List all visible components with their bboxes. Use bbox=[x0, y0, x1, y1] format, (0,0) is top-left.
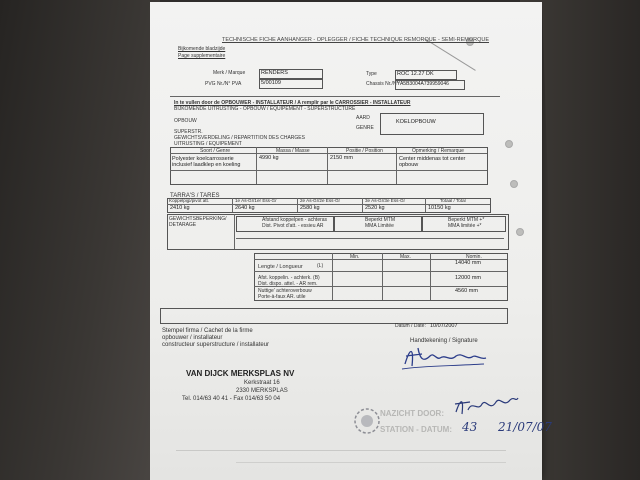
tarra-col bbox=[425, 198, 426, 212]
pvg-value: 5/00109 bbox=[261, 80, 281, 86]
opbouw-sub: BIJKOMENDE UITRUSTING - OPBOUW / EQUIPEMENT - SUPERSTRUCTURE bbox=[174, 106, 356, 112]
tarra-col-3: 3e As-Gr/3e Ess-Gr bbox=[365, 198, 406, 203]
table-col bbox=[396, 147, 397, 184]
dim-col bbox=[430, 253, 431, 300]
table-rule bbox=[170, 170, 487, 171]
koelopbouw-value: KOELOPBOUW bbox=[396, 119, 436, 125]
datum-label: Datum / Date: bbox=[395, 323, 426, 329]
tarra-col-4: Totaal / Total bbox=[440, 198, 466, 203]
dim-min: Min. bbox=[350, 254, 360, 260]
tarra-col bbox=[362, 198, 363, 212]
keur-label: NAZICHT DOOR: bbox=[380, 409, 444, 418]
afst-value: 12000 mm bbox=[455, 275, 481, 281]
dim-rule bbox=[254, 271, 507, 272]
company-name: VAN DIJCK MERKSPLAS NV bbox=[186, 369, 295, 378]
afstand-fr: Dist. Pivot d'att. - essieu AR bbox=[262, 223, 324, 229]
lengte-value: 14040 mm bbox=[455, 260, 481, 266]
opbouw-label: OPBOUW bbox=[174, 118, 197, 124]
afst-fr: Dist. dispo. attel. - AR rem. bbox=[258, 281, 318, 287]
faded-rule bbox=[176, 450, 506, 451]
station-label: STATION - DATUM: bbox=[380, 425, 452, 434]
row-soort: Polyester koelcarrosserie inclusief laadklep en koeling bbox=[172, 156, 241, 168]
tarra-col bbox=[232, 198, 233, 212]
beperking-rule bbox=[236, 238, 504, 239]
chassis-label: Chassis Nr./N° bbox=[366, 81, 399, 87]
nuttige-value: 4560 mm bbox=[455, 288, 478, 294]
aard-label: AARD bbox=[356, 115, 370, 121]
background-left bbox=[0, 0, 160, 480]
handtekening-label: Handtekening / Signature bbox=[410, 338, 478, 344]
punch-hole bbox=[516, 228, 524, 236]
beperkt-mtm: Beperkt MTM bbox=[365, 217, 396, 223]
station-date: 21/07/07 bbox=[498, 420, 552, 434]
nuttige-nl: Nuttige' achteroverbouw bbox=[258, 288, 312, 294]
opbouw-heading: In te vullen door de OPBOUWER - INSTALLATEUR / A remplir par le CARROSSIER - INSTALLATEUR bbox=[174, 100, 411, 106]
mark-value: RENDERS bbox=[261, 70, 288, 76]
date-box bbox=[160, 308, 508, 324]
beperkt-mtm2: Beperkt MTM +* bbox=[448, 217, 485, 223]
tarra-val-1: 2640 kg bbox=[235, 205, 255, 211]
station-nr: 43 bbox=[462, 420, 478, 434]
dim-max: Max. bbox=[400, 254, 411, 260]
col-opmerking: Opmerking / Remarque bbox=[412, 148, 464, 154]
beperking-fr: DETARAGE bbox=[169, 222, 197, 228]
company-city: 2330 MERKSPLAS bbox=[236, 388, 288, 394]
tarra-val-0: 2410 kg bbox=[170, 205, 190, 211]
afstand-nl: Afstand koppelpen - achteras bbox=[262, 217, 328, 223]
stempel-label: Stempel firma / Cachet de la firme bbox=[162, 328, 253, 334]
tarra-val-2: 2580 kg bbox=[300, 205, 320, 211]
mma-limitee: MMA Limitée bbox=[365, 223, 394, 229]
table-col bbox=[327, 147, 328, 184]
company-street: Kerkstraat 16 bbox=[244, 380, 280, 386]
faded-rule bbox=[236, 462, 506, 463]
col-positie: Positie / Position bbox=[346, 148, 383, 154]
lengte-label: Lengte / Longueur bbox=[258, 264, 303, 270]
tarra-col-1: 1e As-Gr/1er Ess-Gr bbox=[235, 198, 277, 203]
tarra-col-0: Koppelpijp/pivot att. bbox=[169, 198, 210, 203]
mma-limitee2: MMA limitée +* bbox=[448, 223, 482, 229]
type-value: ROC 12.27 DK bbox=[397, 71, 434, 77]
tarra-val-3: 2520 kg bbox=[365, 205, 385, 211]
pvg-label: PVG Nr./N° PVA bbox=[205, 81, 242, 87]
dim-nom: Nomin. bbox=[466, 254, 482, 260]
type-label: Type bbox=[366, 71, 377, 77]
col-massa: Massa / Masse bbox=[276, 148, 310, 154]
lengte-l: (L) bbox=[317, 263, 324, 269]
row-opmerking: Center middenas tot center opbouw bbox=[399, 156, 466, 168]
afst-nl: Afst. koppelin. - achterk. (B) bbox=[258, 275, 320, 281]
superstr-label: SUPERSTR. bbox=[174, 129, 203, 135]
gewicht-heading: GEWICHTSVERDELING / REPARTITION DES CHARGES bbox=[174, 135, 305, 141]
supplement-nl: Bijkomende bladzijde bbox=[178, 46, 226, 52]
row-positie: 2150 mm bbox=[330, 155, 353, 161]
beperking-nl: GEWICHTSBEPERKING/ bbox=[169, 216, 227, 222]
company-tel: Tel. 014/63 40 41 - Fax 014/63 50 04 bbox=[182, 396, 281, 402]
opbouwer-label: opbouwer / installateur bbox=[162, 335, 223, 341]
genre-label: GENRE bbox=[356, 125, 374, 131]
dim-col bbox=[332, 253, 333, 300]
table-col bbox=[256, 147, 257, 184]
uitrusting-label: UITRUSTING / EQUIPEMENT bbox=[174, 141, 242, 147]
separator bbox=[170, 96, 500, 97]
tarra-heading: TARRA'S / TARES bbox=[170, 193, 220, 199]
col-soort: Soort / Genre bbox=[200, 148, 231, 154]
nuttige-fr: Porte-à-faux AR. utile bbox=[258, 294, 306, 300]
tarra-col bbox=[297, 198, 298, 212]
punch-hole bbox=[505, 140, 513, 148]
beperking-col bbox=[234, 214, 235, 249]
supplement-fr: Page supplementaire bbox=[178, 53, 226, 59]
inspection-seal-icon bbox=[352, 406, 382, 436]
inspector-signature bbox=[452, 392, 522, 418]
dim-col bbox=[382, 253, 383, 300]
form-title: TECHNISCHE FICHE AANHANGER - OPLEGGER / FICHE TECHNIQUE REMORQUE - SEMI-REMORQUE bbox=[222, 37, 489, 43]
tarra-col-2: 2e As-Gr/2e Ess-Gr bbox=[300, 198, 341, 203]
datum-value: 10/07/2007 bbox=[430, 323, 458, 329]
chassis-value: YA5B3004A739959046 bbox=[397, 81, 449, 87]
mark-label: Merk / Marque bbox=[213, 70, 246, 76]
constructeur-label: constructeur superstructure / installateur bbox=[162, 342, 270, 348]
punch-hole bbox=[510, 180, 518, 188]
row-massa: 4990 kg bbox=[259, 155, 279, 161]
tarra-val-4: 10150 kg bbox=[428, 205, 451, 211]
signature bbox=[400, 342, 490, 372]
